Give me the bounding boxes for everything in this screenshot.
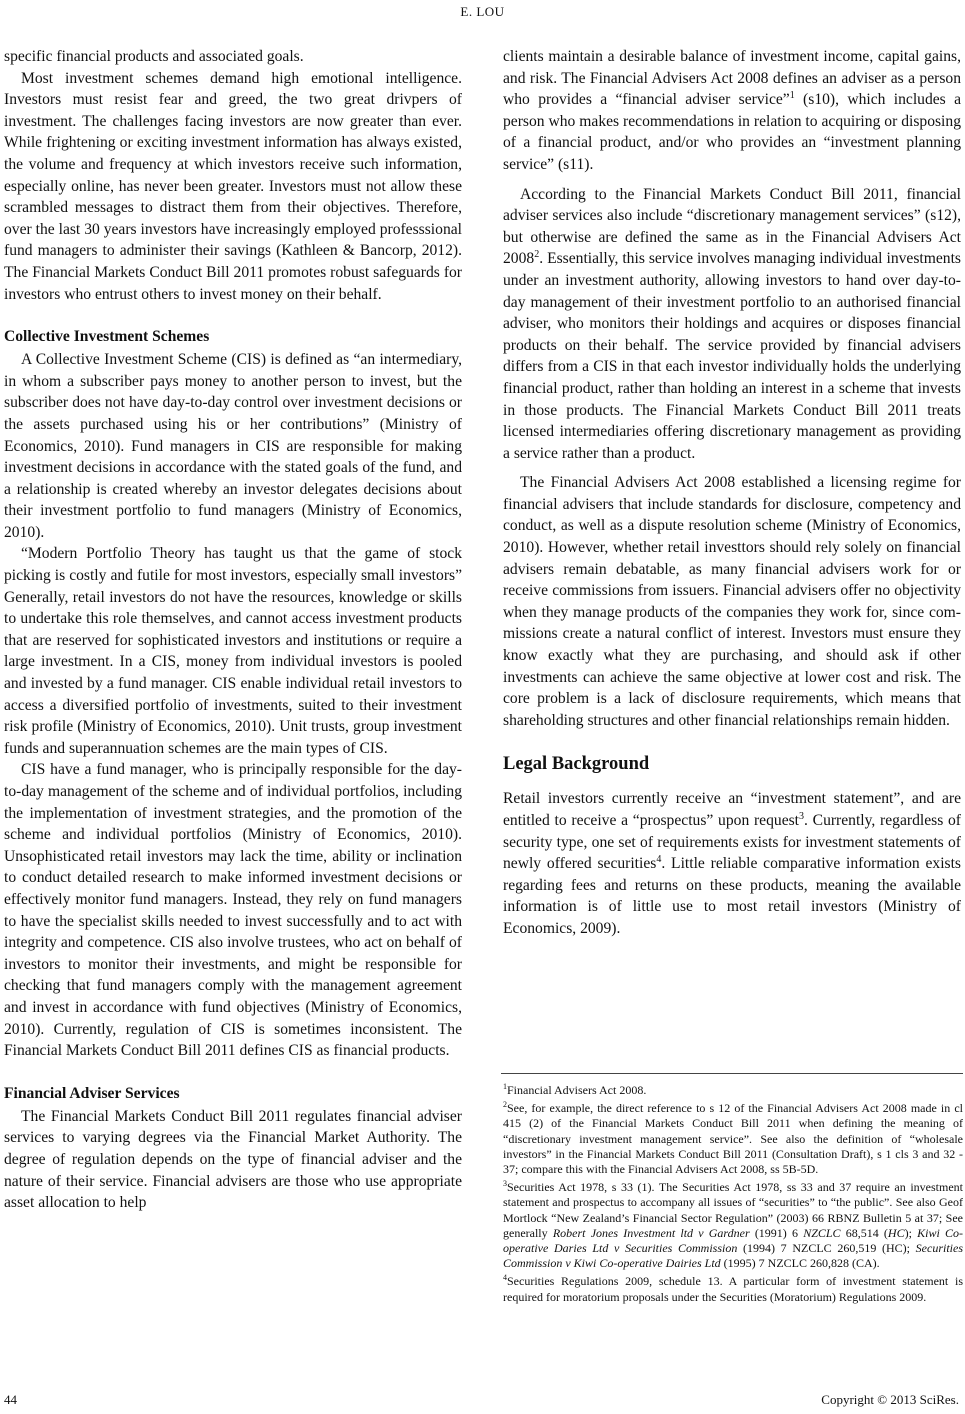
paragraph bbox=[503, 184, 961, 465]
text-run: (s10), which includes a person who makes recommendations in relation to acquiring or disposing of a financial product, and/or who provides an “investment planning service” (s11). bbox=[503, 91, 961, 173]
footnote-text: (1995) 7 NZCLC 260,828 (CA). bbox=[720, 1256, 880, 1271]
paragraph: The Financial Advisers Act 2008 established a licensing regime for financial advisers that include standards for disclosure, competency and conduct, as well as a dispute resolution scheme (Ministry of Economics, 2010). However, whether retail investtors should rely solely on financial advisers remain debatable, as many financial advisers work for or receive commissions from issuers. Financial advisers offer no objectivity when they manage products of the companies they work for, since commissions create a natural conflict of interest. Investors must ensure they know exactly what they are purchasing, and should ask if other investments can achieve the same objective at lower cost and risk. The core problem is a lack of disclosure requirements, which means that shareholding structures and other financial relationships remain hidden. bbox=[503, 474, 961, 729]
footnote-number: 4 bbox=[503, 1273, 507, 1283]
footnote-1 bbox=[503, 1083, 963, 1098]
footnote-text: See, for example, the direct reference to s 12 of the Financial Advisers Act 2008 made in cl 415 (2) of the Financial Markets Conduct Bill 2011 when defining the meaning of “discretionary investment management service”. See also the definition of “wholesale investors” in the Financial Markets Conduct Bill 2011 (Consultation Draft), s 1 cls 3 and 32 - 37; compare this with the Financial Advisers Act 2008, ss 5B-5D. bbox=[503, 1101, 963, 1177]
paragraph: Most investment schemes demand high emotional intelligence. Investors must resist fear and greed, the two great drivpers of investment. The challenges facing investors are now greater than ever. While frightening or exciting investment information has always existed, the volume and frequency at which investors receive such information, especially online, has never been greater. Investors must not allow these scrambled messages to distract them from their objectives. Therefore, over the last 30 years investors have increasingly employed professsional fund managers to administer their savings (Kathleen & Bancorp, 2012). The Financial Markets Conduct Bill 2011 promotes robust safeguards for investors who entrust others to invest money on their behalf. bbox=[4, 69, 462, 303]
right-column bbox=[503, 46, 961, 940]
paragraph: specific financial products and associated goals. bbox=[4, 48, 304, 65]
text-run: . Little reliable comparative information exists regarding fees and returns on these products, meaning the available information is of little use to most retail investors (Ministry of Economics, 2009). bbox=[503, 855, 961, 937]
text-run: . Essentially, this service involves managing individual investments under an investment authority, allowing investors to hand over day-to-day management of their investment portfolio to an authorised financial adviser, who monitors their holdings and acquires or disposes financial products on their behalf. The service provided by financial advisers differs from a CIS in that each investor individually holds the underlying financial product, rather than holding an interest in a scheme that invests in those products. The Financial Markets Conduct Bill 2011 treats licensed intermediaries offering discretionary management as providing a service rather than a product. bbox=[503, 250, 961, 462]
text-run: clients maintain a desirable balance of investment income, capital gains, and risk. The Financial Advisers Act 2008 defines an adviser as a person who provides a “financial adviser service” bbox=[503, 48, 961, 109]
footnote-ref[interactable]: 2 bbox=[534, 249, 540, 261]
copyright-notice: Copyright © 2013 SciRes. bbox=[821, 1392, 959, 1407]
running-head: E. LOU bbox=[460, 4, 505, 19]
footnote-text: (1994) 7 NZCLC 260,519 (HC); bbox=[737, 1241, 916, 1256]
section-heading-legal: Legal Background bbox=[503, 754, 650, 775]
footnote-2 bbox=[503, 1101, 963, 1177]
paragraph: A Collective Investment Scheme (CIS) is defined as “an intermediary, in whom a subscriber pays money to another person to invest, but the subscriber does not have day-to-day control over investment decisions or the assets purchased using his or her contributions” (Ministry of Economics, 2010). Fund managers in CIS are responsible for making investment decisions in accordance with the stated goals of the fund, and a relationship is created whereby an investor delegates decisions about their investment portfolio to fund managers (Ministry of Economics, 2010). bbox=[4, 351, 462, 541]
left-column bbox=[4, 46, 462, 1214]
court: HC bbox=[887, 1225, 905, 1240]
footnote-number: 2 bbox=[503, 1100, 507, 1110]
text-run: Retail investors currently receive an “investment statement”, and are entitled to receive a “prospectus” upon request bbox=[503, 790, 961, 829]
paragraph: CIS have a fund manager, who is principally responsible for the day-to-day management of the scheme and of individual portfolios, including the implementation of investment strategies, and the promotion of the scheme and individual portfolios (Ministry of Economics, 2010). Unsophisticated retail investors may lack the time, ability or inclination to conduct detailed research to make informed investment decisions or effectively monitor fund managers. Instead, they rely on fund managers to have the specialist skills needed to invest successfully and to act with integrity and competence. CIS also involve trustees, who act on behalf of investors to monitor their investments, and might be responsible for checking that fund managers comply with the management agreement and invest in accordance with fund objectives (Ministry of Economics, 2010). Currently, regulation of CIS is sometimes inconsistent. The Financial Markets Conduct Bill 2011 defines CIS as financial products. bbox=[4, 761, 462, 1060]
footnote-ref[interactable]: 1 bbox=[789, 90, 795, 102]
case-name: Kiwi Cooperative Daries Ltd v Securities Commission bbox=[503, 1225, 963, 1256]
footnote-number: 3 bbox=[503, 1179, 507, 1189]
text-run: . Currently, regardless of security type, one set of requirements exists for investment statements of newly offered securities bbox=[503, 812, 962, 873]
footnote-text: ); bbox=[904, 1225, 918, 1240]
text-run: According to the Financial Markets Conduct Bill 2011, financial adviser services also include “discretionary management services” (s12), but otherwise are defined the same as in the Financial Advisers Act 2008 bbox=[503, 185, 961, 268]
footnotes bbox=[503, 1083, 963, 1308]
footnote-ref[interactable]: 4 bbox=[656, 854, 662, 866]
footnote-4 bbox=[503, 1274, 963, 1304]
case-name: Securities Commission v Kiwi Co-operative Dairies Ltd bbox=[503, 1241, 963, 1271]
case-name: Robert Jones Investment ltd v Gardner bbox=[552, 1225, 750, 1240]
footnote-text: Securities Act 1978, s 33 (1). The Securities Act 1978, ss 33 and 37 require an investment statement and prospectus to accompany all issues of “securities” to “the public”. See also Geof Mortlock “New Zealand’s Financial Sector Regulation” (2003) 66 RBNZ Bulletin 5 at 37; See generally bbox=[503, 1180, 963, 1240]
paragraph bbox=[503, 46, 961, 176]
section-heading-fas: Financial Adviser Services bbox=[4, 1084, 180, 1102]
citation: NZCLC bbox=[803, 1225, 841, 1240]
paragraph: “Modern Portfolio Theory has taught us that the game of stock picking is costly and futile for most investors, especially small investors” Generally, retail investors do not have the resources, knowledge or skills to undertake this role themselves, and cannot access investment products that are reserved for sophisticated investors and institutions or require a large investment. In a CIS, money from individual investors is pooled and invested by a fund manager. CIS enable individual retail investors to access a diversified portfolio of investments, suited to their investment risk profile (Ministry of Economics, 2010). Unit trusts, group investment funds and superannuation schemes are the main types of CIS. bbox=[4, 545, 462, 757]
section-heading-cis: Collective Investment Schemes bbox=[4, 328, 210, 346]
footnote-text: Financial Advisers Act 2008. bbox=[507, 1083, 647, 1097]
page-number: 44 bbox=[4, 1392, 17, 1407]
paragraph: The Financial Markets Conduct Bill 2011 regulates financial adviser services to varying degrees via the Financial Market Authority. The degree of regulation depends on the type of financial adviser and the nature of their service. Financial advisers are those who use appropriate asset allocation to help bbox=[4, 1107, 462, 1212]
footnote-number: 1 bbox=[503, 1082, 507, 1091]
footnote-text: (1991) 6 bbox=[749, 1225, 804, 1240]
paragraph bbox=[503, 788, 961, 939]
footnote-ref[interactable]: 3 bbox=[799, 811, 805, 822]
footnote-3 bbox=[503, 1180, 963, 1271]
footnote-text: Securities Regulations 2009, schedule 13. A particular form of investment statement is required for moratorium proposals under the Securities (Moratorium) Regulations 2009. bbox=[503, 1274, 963, 1304]
footnote-divider bbox=[501, 1073, 963, 1074]
footnote-text: 68,514 ( bbox=[840, 1225, 888, 1240]
